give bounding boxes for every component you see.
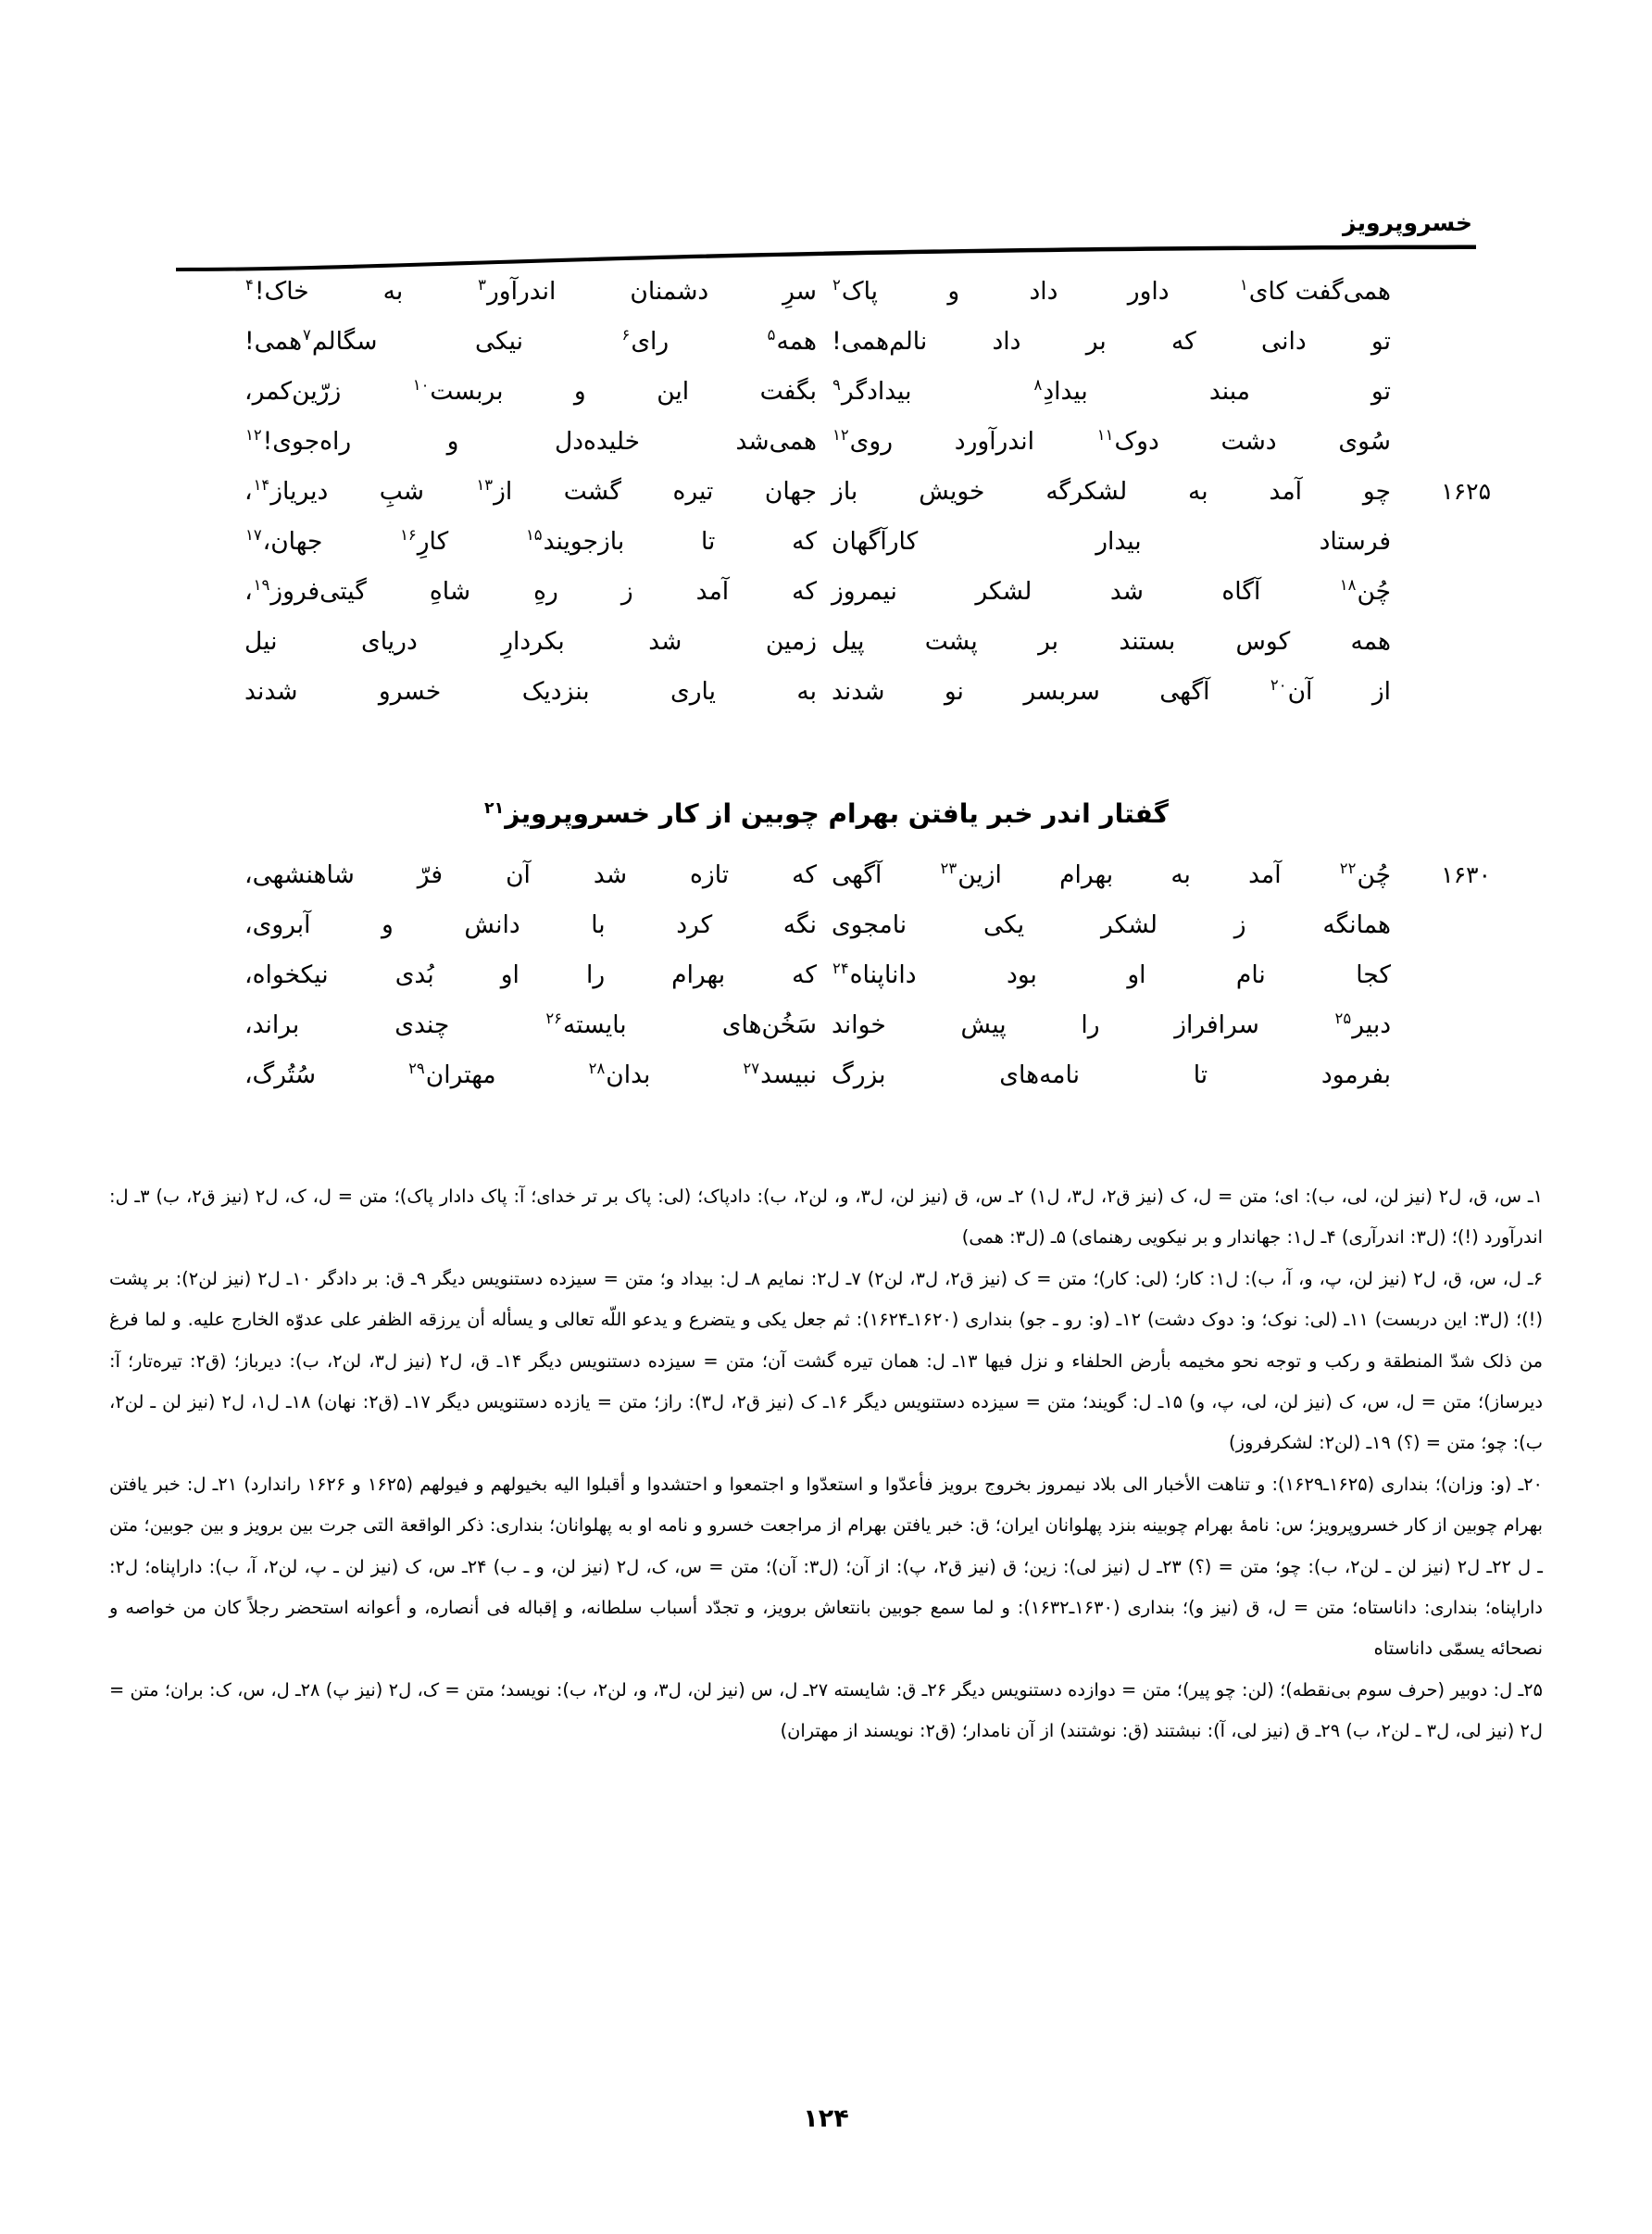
hemistich-right: تو مبند بیدادِ$^۸$ بیدادگر$^۹$ [832,376,1391,406]
footnote-apparatus [109,1176,1543,1752]
bayt-number: ۱۶۳۰ [1441,861,1491,888]
hemistich-text: دبیر$^{۲۵}$ [1334,1010,1391,1039]
hemistich-text: از [1371,677,1391,706]
hemistich-left: همه$^۵$ رای$^۶$ نیکی سگالم$^۷$همی! [244,326,817,356]
section-heading-footnote: ۲۱ [484,798,505,818]
hemistich-right: چُن$^{۱۸}$ آگاه شد لشکر نیمروز [832,576,1391,606]
hemistich-text: نبیسد$^{۲۷}$ [743,1060,817,1089]
hemistich-left: زمین شد بکردارِ دریای نیل [244,627,817,656]
section-heading [213,798,1439,830]
bayt [213,860,1491,911]
hemistich-text: فرستاد [1319,527,1391,556]
hemistich-text: همی‌شد [735,427,817,456]
bayt [213,678,1439,728]
bayt [213,278,1439,328]
hemistich-right: همی‌گفت کای$^۱$ داور داد و پاک$^۲$ [832,276,1391,306]
hemistich-text: جهان [764,477,817,506]
hemistich-text: همی‌گفت کای$^۱$ [1239,276,1391,306]
hemistich-text: همه$^۵$ [767,326,817,356]
hemistich-text: بگفت [759,377,817,406]
bayt [213,378,1439,428]
hemistich-left: که تا بازجویند$^{۱۵}$ کارِ$^{۱۶}$ جهان،$^{۱۷}$ [245,526,817,556]
hemistich-text: زمین [765,627,817,656]
hemistich-left: جهان تیره گشت از$^{۱۳}$ شبِ دیریاز$^{۱۴}$، [244,476,817,506]
hemistich-left: نگه کرد با دانش و آبروی، [244,910,817,939]
hemistich-left: به یاری بنزدیک خسرو شدند [244,677,817,706]
hemistich-left: که تازه شد آن فرّ شاهنشهی، [244,860,817,889]
hemistich-left: نبیسد$^{۲۷}$ بدان$^{۲۸}$ مهتران$^{۲۹}$ سُتُرگ، [244,1060,817,1089]
bayt [213,476,1491,528]
hemistich-right: همه کوس بستند بر پشت پیل [832,627,1391,656]
bayt-number: ۱۶۲۵ [1441,478,1491,505]
bayt [213,1011,1439,1061]
hemistich-text: تو [1370,327,1391,356]
page-number: ۱۲۴ [803,2104,849,2133]
hemistich-text: چُن$^{۲۲}$ [1339,860,1391,889]
hemistich-right: از آن$^{۲۰}$ آگهی سربسر نو شدند [832,676,1391,706]
bayt [213,528,1439,578]
footnote-paragraph: ۲۰ـ (و: وزان)؛ بنداری (۱۶۲۵ـ۱۶۲۹): و تناهت الأخبار الی بلاد نیمروز بخروج برویز فأعدّوا و استعدّوا و اجتمعوا و احتشدوا و أقبلوا الیه بخیولهم و فیولهم (۱۶۲۵ و ۱۶۲۶ راندارد) ۲۱ـ ل: خبر یافتن بهرام چوبین از کار خسروپرویز؛ س: نامهٔ بهرام چوبینه بنزد پهلوانان ایران؛ ق: خبر یافتن بهرام از مراجعت خسرو و نامه او به پهلوانان؛ بنداری: ذکر الواقعة التی جرت بین برویز و بین جوبین؛ متن ـ ل ۲۲ـ ل۲ (نیز لن ـ لن۲، ب): چو؛ متن = (؟) ۲۳ـ ل (نیز لی): زین؛ ق (نیز ق۲، پ): از آن؛ (ل۳: آن)؛ متن = س، ک، ل۲ (نیز لن، و ـ ب) ۲۴ـ س، ک (نیز لن ـ پ، لن۲، آ، ب): داراپناه؛ ل۲: داراپناه؛ بنداری: داناستاه؛ متن = ل، ق (نیز و)؛ بنداری (۱۶۳۰ـ۱۶۳۲): و لما سمع جوبین بانتعاش برویز، و تجدّد أسباب سلطانه، و إقباله فی أنصاره، و أعوانه استحضر رجلاً کان من خواصه و نصحائه یسمّی داناستاه [109,1473,1543,1660]
hemistich-right: همانگه ز لشکر یکی نامجوی [832,910,1391,939]
hemistich-left: سَخُن‌های بایسته$^{۲۶}$ چندی براند، [244,1010,817,1039]
footnote-paragraph: ۱ـ س، ق، ل۲ (نیز لن، لی، ب): ای؛ متن = ل، ک (نیز ق۲، ل۳، ل۱) ۲ـ س، ق (نیز لن، ل۳، و، لن۲، ب): دادپاک؛ (لی: پاک بر تر خدای؛ آ: پاک دادار پاک)؛ متن = ل، ک، ل۲ (نیز ق۲، ب) ۳ـ ل: اندرآورد (!)؛ (ل۳: اندرآری) ۴ـ ل۱: جهاندار و بر نیکویی رهنمای) ۵ـ (ل۳: همی) [109,1186,1544,1249]
bayt [213,911,1439,961]
hemistich-text: که [792,527,817,556]
hemistich-text: به [796,677,817,706]
hemistich-right: ۱۶۲۵ چو آمد به لشکرگه خویش باز [832,477,1491,506]
footnote-paragraph: ۲۵ـ ل: دوبیر (حرف سوم بی‌نقطه)؛ (لن: چو پیر)؛ متن = دوازده دستنویس دیگر ۲۶ـ ق: شایسته ۲۷ـ ل، س (نیز لن، ل۳، و، لن۲، ب): نویسد؛ متن = ک، ل۲ (نیز پ) ۲۸ـ ل، س، ک: بران؛ متن = ل۲ (نیز لی، ل۳ ـ لن۲، ب) ۲۹ـ ق (نیز لی، آ): نبشتند (ق: نوشتند) از آن نامدار؛ (ق۲: نویسند از مهتران) [109,1678,1543,1742]
hemistich-text: کجا [1356,960,1391,989]
hemistich-text: سرِ [782,277,817,306]
verse-block-2 [213,860,1491,1111]
hemistich-text: چُن$^{۱۸}$ [1339,576,1391,606]
bayt [213,628,1439,678]
hemistich-right: دبیر$^{۲۵}$ سرافراز را پیش خواند [832,1010,1391,1039]
hemistich-right: کجا نام او بود داناپناه$^{۲۴}$ [832,960,1391,989]
hemistich-left: که بهرام را او بُدی نیکخواه، [244,960,817,989]
hemistich-text: نگه [782,910,817,939]
hemistich-text: چو [1362,477,1391,506]
hemistich-right: فرستاد بیدار کارآگهان [832,527,1391,556]
hemistich-text: بفرمود [1320,1061,1391,1089]
hemistich-right: سُوی دشت دوک$^{۱۱}$ اندرآورد روی$^{۱۲}$ [832,426,1391,456]
header-rule [176,239,1476,272]
hemistich-text: سَخُن‌های [721,1010,817,1039]
hemistich-left: بگفت این و بربست$^{۱۰}$ زرّین‌کمر، [244,376,817,406]
hemistich-left: سرِ دشمنان اندرآور$^۳$ به خاک!$^۴$ [245,276,817,306]
hemistich-text: که [792,577,817,606]
hemistich-left: که آمد ز رهِ شاهِ گیتی‌فروز$^{۱۹}$، [244,576,817,606]
hemistich-right: بفرمود تا نامه‌های بزرگ [832,1061,1391,1089]
hemistich-text: که [792,960,817,989]
bayt [213,328,1439,378]
running-head-area [176,211,1476,259]
hemistich-right: ۱۶۳۰ چُن$^{۲۲}$ آمد به بهرام ازین$^{۲۳}$ آگهی [832,860,1491,889]
bayt [213,428,1439,478]
footnote-paragraph: ۶ـ ل، س، ق، ل۲ (نیز لن، پ، و، آ، ب): ل۱: کار؛ (لی: کار)؛ متن = ک (نیز ق۲، ل۳، لن۲) ۷ـ ل۲: نمایم ۸ـ ل: بیداد و؛ متن = سیزده دستنویس دیگر ۹ـ ق: بر دادگر ۱۰ـ ل۲ (نیز لن۲): بر پشت (!)؛ (ل۳: این دربست) ۱۱ـ (لی: نوک؛ و: دوک دشت) ۱۲ـ (و: رو ـ جو) بنداری (۱۶۲۰ـ۱۶۲۴): ثم جعل یکی و یتضرع و یدعو اللّه تعالی و یسأله أن یرزقه الظفر علی عدوّه الخارج علیه. و لما فرغ من ذلک شدّ المنطقة و رکب و توجه نحو مخیمه بأرض الحلفاء و نزل فیها ۱۳ـ ل: همان تیره گشت آن؛ متن = سیزده دستنویس دیگر ۱۴ـ ق، ل۲ (نیز ل۳، لن۲، ب): دیرباز؛ (ق۲: تیره‌تار؛ آ: دیرساز)؛ متن = ل، س، ک (نیز لن، لی، پ، و) ۱۵ـ ل: گویند؛ متن = سیزده دستنویس دیگر ۱۶ـ ک (نیز ق۲، ل۳): راز؛ متن = یازده دستنویس دیگر ۱۷ـ (ق۲: نهان) ۱۸ـ ل۱، ل۲ (نیز لن ـ لن۲، ب): چو؛ متن = (؟) ۱۹ـ (لن۲: لشکرفروز) [109,1267,1544,1454]
hemistich-text: تو [1370,377,1391,406]
hemistich-left: همی‌شد خلیده‌دل و راه‌جوی!$^{۱۲}$ [245,426,817,456]
hemistich-text: همه [1350,627,1391,656]
running-head: خسروپرویز [1343,209,1472,236]
verse-block-1 [213,276,1491,728]
bayt [213,961,1439,1011]
hemistich-text: سُوی [1338,427,1391,456]
bayt [213,578,1439,628]
hemistich-text: که [792,860,817,889]
section-heading-text: گفتار اندر خبر یافتن بهرام چوبین از کار خسروپرویز [505,798,1169,829]
hemistich-right: تو دانی که بر داد نالم‌همی! [832,327,1391,356]
bayt [213,1061,1439,1111]
hemistich-text: همانگه [1322,910,1391,939]
